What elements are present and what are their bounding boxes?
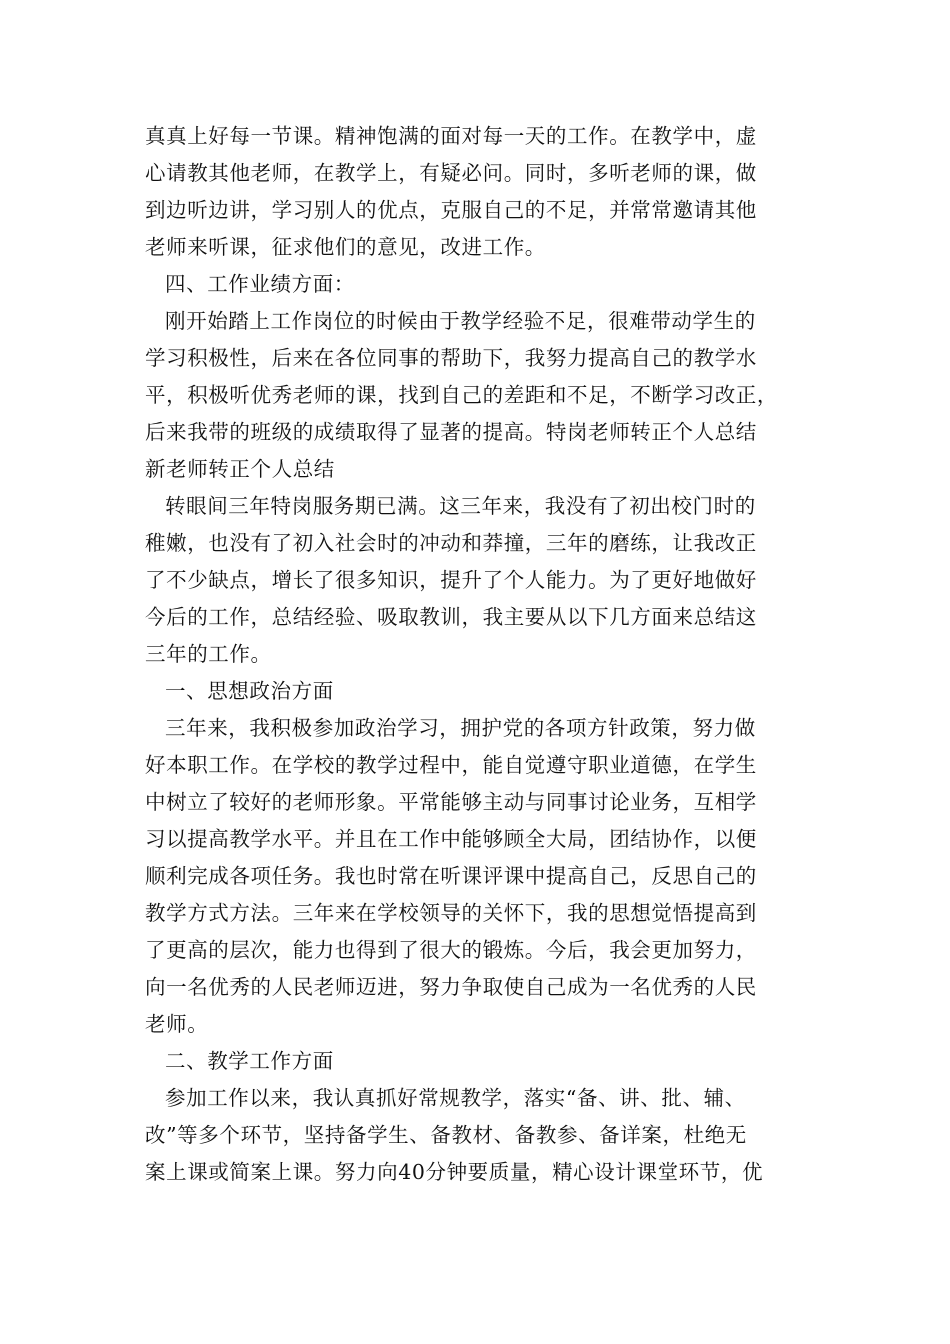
text-line: 稚嫩，也没有了初入社会时的冲动和莽撞，三年的磨练，让我改正 — [145, 531, 757, 555]
text-line: 案上课或简案上课。努力向40分钟要质量，精心设计课堂环节，优 — [145, 1160, 764, 1184]
text-line: 三年来，我积极参加政治学习，拥护党的各项方针政策，努力做 — [165, 716, 756, 740]
text-line: 中树立了较好的老师形象。平常能够主动与同事讨论业务，互相学 — [145, 790, 757, 814]
text-line: 到边听边讲，学习别人的优点，克服自己的不足，并常常邀请其他 — [145, 198, 757, 222]
section-heading: 四、工作业绩方面： — [165, 272, 355, 296]
text-line: 学习积极性，后来在各位同事的帮助下，我努力提高自己的教学水 — [145, 346, 757, 370]
text-line: 老师。 — [145, 1012, 209, 1036]
text-line: 教学方式方法。三年来在学校领导的关怀下，我的思想觉悟提高到 — [145, 901, 757, 925]
text-line: 了更高的层次，能力也得到了很大的锻炼。今后，我会更加努力， — [145, 938, 757, 962]
text-line: 了不少缺点，增长了很多知识，提升了个人能力。为了更好地做好 — [145, 568, 757, 592]
text-line: 心请教其他老师，在教学上，有疑必问。同时，多听老师的课，做 — [145, 161, 757, 185]
text-line: 新老师转正个人总结 — [145, 457, 335, 481]
text-line: 今后的工作，总结经验、吸取教训，我主要从以下几方面来总结这 — [145, 605, 757, 629]
document-body — [145, 118, 825, 1191]
text-line: 转眼间三年特岗服务期已满。这三年来，我没有了初出校门时的 — [165, 494, 756, 518]
text-line: 老师来听课，征求他们的意见，改进工作。 — [145, 235, 546, 259]
text-line: 后来我带的班级的成绩取得了显著的提高。特岗老师转正个人总结 — [145, 420, 757, 444]
text-line: 向一名优秀的人民老师迈进，努力争取使自己成为一名优秀的人民 — [145, 975, 757, 999]
text-line: 参加工作以来，我认真抓好常规教学，落实“备、讲、批、辅、 — [165, 1086, 746, 1110]
text-line: 好本职工作。在学校的教学过程中，能自觉遵守职业道德，在学生 — [145, 753, 757, 777]
text-line: 平，积极听优秀老师的课，找到自己的差距和不足，不断学习改正， — [145, 383, 778, 407]
text-line: 习以提高教学水平。并且在工作中能够顾全大局，团结协作，以便 — [145, 827, 757, 851]
text-line: 改”等多个环节，坚持备学生、备教材、备教参、备详案，杜绝无 — [145, 1123, 747, 1147]
text-line: 三年的工作。 — [145, 642, 272, 666]
text-line: 刚开始踏上工作岗位的时候由于教学经验不足，很难带动学生的 — [165, 309, 756, 333]
section-heading: 二、教学工作方面 — [165, 1049, 334, 1073]
text-line: 真真上好每一节课。精神饱满的面对每一天的工作。在教学中，虚 — [145, 124, 757, 148]
section-heading: 一、思想政治方面 — [165, 679, 334, 703]
text-line: 顺利完成各项任务。我也时常在听课评课中提高自己，反思自己的 — [145, 864, 757, 888]
